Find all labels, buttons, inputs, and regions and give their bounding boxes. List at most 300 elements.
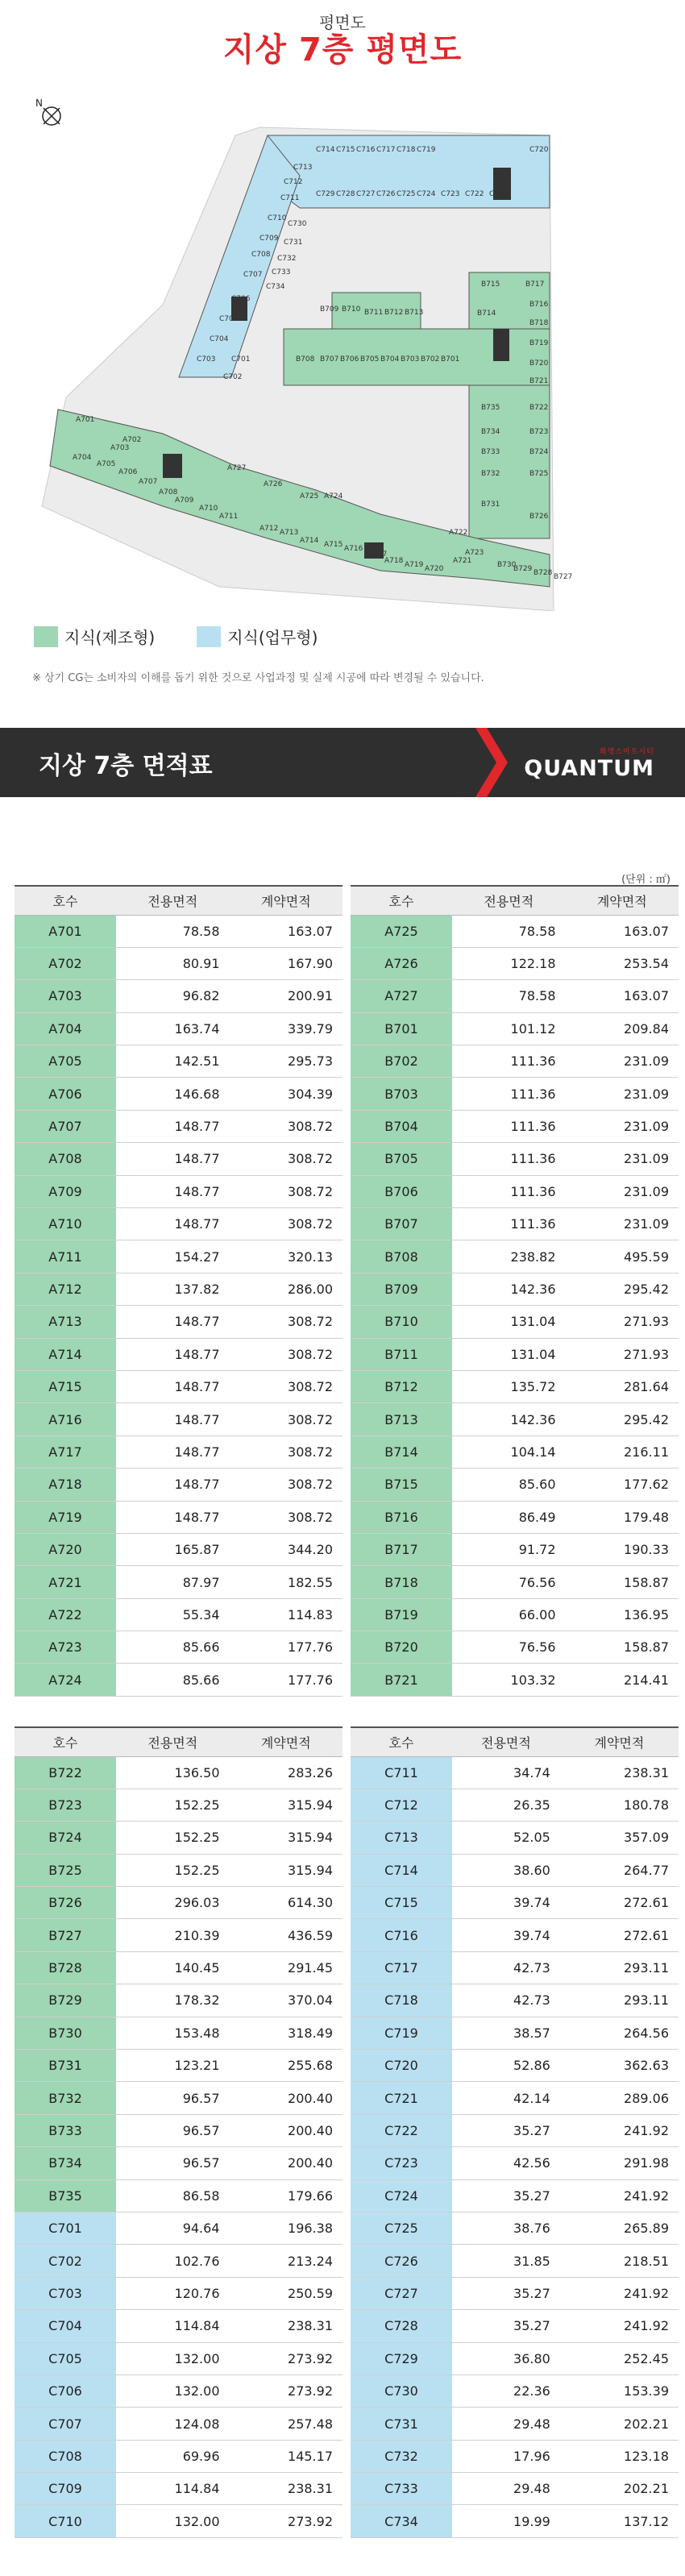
column-header: 계약면적 [566, 886, 679, 915]
exclusive-area-cell: 148.77 [116, 1435, 230, 1468]
contract-area-cell: 241.92 [560, 2277, 679, 2309]
table-row [351, 915, 679, 947]
plan-unit-label: A701 [76, 416, 95, 424]
table-row [351, 1756, 679, 1789]
plan-unit-label: B705 [360, 355, 380, 364]
unit-number-cell: C707 [15, 2408, 116, 2440]
plan-unit-label: A713 [280, 529, 299, 537]
contract-area-cell: 264.56 [560, 2017, 679, 2049]
table-row [351, 1338, 679, 1370]
plan-unit-label: B728 [533, 569, 553, 577]
exclusive-area-cell: 148.77 [116, 1175, 230, 1207]
plan-unit-label: A707 [139, 478, 158, 486]
exclusive-area-cell: 52.05 [452, 1822, 560, 1854]
plan-unit-label: B711 [364, 309, 384, 317]
unit-number-cell: A727 [351, 980, 452, 1012]
exclusive-area-cell: 137.82 [116, 1273, 230, 1305]
unit-number-cell: C708 [15, 2440, 116, 2472]
unit-number-cell: A722 [15, 1598, 116, 1631]
contract-area-cell: 308.72 [230, 1306, 343, 1338]
exclusive-area-cell: 85.60 [452, 1469, 566, 1501]
exclusive-area-cell: 22.36 [452, 2374, 560, 2407]
unit-number-cell: B717 [351, 1533, 452, 1565]
exclusive-area-cell: 136.50 [116, 1756, 230, 1789]
plan-unit-label: B710 [342, 305, 361, 314]
unit-number-cell: B734 [15, 2147, 116, 2179]
contract-area-cell: 291.45 [230, 1951, 343, 1984]
unit-number-cell: C719 [351, 2017, 452, 2049]
contract-area-cell: 179.48 [566, 1501, 679, 1533]
exclusive-area-cell: 135.72 [452, 1370, 566, 1402]
plan-unit-label: A714 [300, 537, 319, 545]
table-row [351, 2212, 679, 2244]
table-row [351, 1631, 679, 1664]
plan-unit-label: A706 [118, 468, 138, 476]
table-row [351, 1143, 679, 1175]
exclusive-area-cell: 131.04 [452, 1306, 566, 1338]
plan-unit-label: C702 [223, 373, 243, 381]
unit-number-cell: A723 [15, 1631, 116, 1664]
contract-area-cell: 241.92 [560, 2310, 679, 2342]
exclusive-area-cell: 94.64 [116, 2212, 230, 2244]
exclusive-area-cell: 153.48 [116, 2017, 230, 2049]
exclusive-area-cell: 35.27 [452, 2310, 560, 2342]
unit-number-cell: A709 [15, 1175, 116, 1207]
area-table-3 [15, 1726, 342, 2538]
table-row [351, 1435, 679, 1468]
exclusive-area-cell: 140.45 [116, 1951, 230, 1984]
table-row [351, 1789, 679, 1821]
table-row [15, 2277, 342, 2309]
plan-unit-label: B707 [320, 355, 339, 364]
plan-unit-label: C706 [231, 295, 251, 303]
exclusive-area-cell: 165.87 [116, 1533, 230, 1565]
unit-number-cell: B719 [351, 1598, 452, 1631]
contract-area-cell: 123.18 [560, 2440, 679, 2472]
exclusive-area-cell: 42.73 [452, 1951, 560, 1984]
contract-area-cell: 357.09 [560, 1822, 679, 1854]
contract-area-cell: 218.51 [560, 2245, 679, 2277]
contract-area-cell: 308.72 [230, 1469, 343, 1501]
unit-number-cell: C714 [351, 1854, 452, 1886]
contract-area-cell: 137.12 [560, 2505, 679, 2537]
plan-unit-label: A710 [199, 505, 218, 513]
exclusive-area-cell: 39.74 [452, 1919, 560, 1951]
contract-area-cell: 200.40 [230, 2114, 343, 2146]
contract-area-cell: 200.40 [230, 2082, 343, 2114]
table-row [15, 1078, 342, 1110]
contract-area-cell: 495.59 [566, 1240, 679, 1273]
exclusive-area-cell: 66.00 [452, 1598, 566, 1631]
contract-area-cell: 231.09 [566, 1110, 679, 1142]
plan-unit-label: C717 [376, 146, 396, 154]
table-row [351, 1501, 679, 1533]
legend-office [197, 625, 318, 648]
plan-unit-label: C723 [441, 190, 460, 198]
plan-unit-label: B729 [513, 565, 533, 573]
contract-area-cell: 214.41 [566, 1664, 679, 1696]
table-row [351, 2114, 679, 2146]
table-row [15, 2212, 342, 2244]
column-header: 전용면적 [452, 1727, 560, 1756]
contract-area-cell: 253.54 [566, 947, 679, 979]
plan-unit-label: A721 [453, 557, 472, 565]
column-header: 전용면적 [116, 1727, 230, 1756]
plan-unit-label: C727 [356, 190, 376, 198]
plan-unit-label: C710 [268, 214, 287, 222]
contract-area-cell: 190.33 [566, 1533, 679, 1565]
table-row [351, 980, 679, 1012]
legend-swatch-manufacturing [34, 626, 58, 647]
unit-number-cell: C702 [15, 2245, 116, 2277]
plan-unit-label: A702 [122, 436, 142, 444]
unit-number-cell: A717 [15, 1435, 116, 1468]
exclusive-area-cell: 87.97 [116, 1566, 230, 1598]
table-row [351, 2342, 679, 2374]
contract-area-cell: 318.49 [230, 2017, 343, 2049]
plan-unit-label: C734 [266, 283, 285, 291]
unit-number-cell: A705 [15, 1045, 116, 1078]
plan-unit-label: B708 [296, 355, 315, 364]
contract-area-cell: 250.59 [230, 2277, 343, 2309]
exclusive-area-cell: 152.25 [116, 1789, 230, 1821]
contract-area-cell: 238.31 [230, 2473, 343, 2505]
contract-area-cell: 308.72 [230, 1403, 343, 1435]
contract-area-cell: 158.87 [566, 1631, 679, 1664]
area-table-4 [351, 1726, 679, 2538]
table-row [351, 2374, 679, 2407]
unit-number-cell: B732 [15, 2082, 116, 2114]
exclusive-area-cell: 55.34 [116, 1598, 230, 1631]
table-row [15, 980, 342, 1012]
exclusive-area-cell: 91.72 [452, 1533, 566, 1565]
unit-number-cell: B735 [15, 2179, 116, 2212]
unit-number-cell: C709 [15, 2473, 116, 2505]
table-row [351, 1951, 679, 1984]
contract-area-cell: 114.83 [230, 1598, 343, 1631]
unit-number-cell: B706 [351, 1175, 452, 1207]
table-row [15, 2440, 342, 2472]
unit-number-cell: A712 [15, 1273, 116, 1305]
unit-number-cell: C715 [351, 1887, 452, 1919]
table-row [351, 1306, 679, 1338]
contract-area-cell: 231.09 [566, 1143, 679, 1175]
exclusive-area-cell: 114.84 [116, 2310, 230, 2342]
contract-area-cell: 293.11 [560, 1951, 679, 1984]
exclusive-area-cell: 111.36 [452, 1143, 566, 1175]
table-header-row [351, 1727, 679, 1756]
exclusive-area-cell: 146.68 [116, 1078, 230, 1110]
table-row [351, 1370, 679, 1402]
exclusive-area-cell: 38.57 [452, 2017, 560, 2049]
unit-number-cell: C711 [351, 1756, 452, 1789]
plan-unit-label: A720 [425, 565, 444, 573]
exclusive-area-cell: 163.74 [116, 1012, 230, 1045]
table-row [15, 1789, 342, 1821]
exclusive-area-cell: 238.82 [452, 1240, 566, 1273]
unit-number-cell: B715 [351, 1469, 452, 1501]
contract-area-cell: 196.38 [230, 2212, 343, 2244]
exclusive-area-cell: 120.76 [116, 2277, 230, 2309]
legend-swatch-office [197, 626, 221, 647]
table-row [351, 1664, 679, 1696]
unit-number-cell: A701 [15, 915, 116, 947]
contract-area-cell: 436.59 [230, 1919, 343, 1951]
exclusive-area-cell: 132.00 [116, 2374, 230, 2407]
brand-subtitle: 화명스마트시티 [600, 748, 654, 756]
table-row [15, 1012, 342, 1045]
exclusive-area-cell: 35.27 [452, 2114, 560, 2146]
unit-number-cell: B708 [351, 1240, 452, 1273]
contract-area-cell: 202.21 [560, 2408, 679, 2440]
plan-unit-label: C733 [272, 268, 291, 276]
exclusive-area-cell: 142.51 [116, 1045, 230, 1078]
unit-number-cell: A715 [15, 1370, 116, 1402]
table-row [351, 1533, 679, 1565]
exclusive-area-cell: 210.39 [116, 1919, 230, 1951]
exclusive-area-cell: 104.14 [452, 1435, 566, 1468]
contract-area-cell: 231.09 [566, 1175, 679, 1207]
unit-number-cell: A725 [351, 915, 452, 947]
unit-number-cell: C718 [351, 1984, 452, 2017]
unit-number-cell: C734 [351, 2505, 452, 2537]
plan-unit-label: C715 [336, 146, 355, 154]
table-row [15, 2050, 342, 2082]
contract-area-cell: 209.84 [566, 1012, 679, 1045]
exclusive-area-cell: 148.77 [116, 1338, 230, 1370]
table-row [15, 1175, 342, 1207]
unit-number-cell: B716 [351, 1501, 452, 1533]
contract-area-cell: 315.94 [230, 1789, 343, 1821]
plan-unit-label: B734 [481, 428, 500, 436]
unit-number-cell: C725 [351, 2212, 452, 2244]
unit-number-cell: B713 [351, 1403, 452, 1435]
table-row [351, 947, 679, 979]
plan-unit-label: C720 [529, 146, 549, 154]
table-header-row [15, 1727, 342, 1756]
table-row [15, 1110, 342, 1142]
plan-unit-label: B712 [384, 309, 404, 317]
unit-number-cell: C705 [15, 2342, 116, 2374]
unit-number-cell: A702 [15, 947, 116, 979]
contract-area-cell: 286.00 [230, 1273, 343, 1305]
table-row [351, 2245, 679, 2277]
contract-area-cell: 213.24 [230, 2245, 343, 2277]
table-row [351, 2310, 679, 2342]
unit-number-cell: B726 [15, 1887, 116, 1919]
exclusive-area-cell: 142.36 [452, 1403, 566, 1435]
legend-manufacturing [34, 625, 155, 648]
table-row [351, 1919, 679, 1951]
unit-number-cell: A708 [15, 1143, 116, 1175]
contract-area-cell: 281.64 [566, 1370, 679, 1402]
plan-unit-label: A726 [264, 480, 283, 488]
exclusive-area-cell: 96.57 [116, 2147, 230, 2179]
contract-area-cell: 271.93 [566, 1338, 679, 1370]
unit-number-cell: B707 [351, 1208, 452, 1240]
contract-area-cell: 293.11 [560, 1984, 679, 2017]
plan-unit-label: B732 [481, 470, 500, 478]
area-table-2 [351, 885, 679, 1697]
unit-number-cell: A726 [351, 947, 452, 979]
table-row [15, 1951, 342, 1984]
contract-area-cell: 289.06 [560, 2082, 679, 2114]
disclaimer-note: ※ 상기 CG는 소비자의 이해를 돕기 위한 것으로 사업과정 및 실제 시공에 따라 변경될 수 있습니다. [32, 672, 484, 684]
contract-area-cell: 272.61 [560, 1887, 679, 1919]
table-row [351, 1240, 679, 1273]
plan-unit-label: B713 [405, 309, 424, 317]
plan-unit-label: C732 [277, 255, 297, 263]
unit-number-cell: B712 [351, 1370, 452, 1402]
exclusive-area-cell: 31.85 [452, 2245, 560, 2277]
exclusive-area-cell: 85.66 [116, 1631, 230, 1664]
contract-area-cell: 614.30 [230, 1887, 343, 1919]
exclusive-area-cell: 78.58 [452, 980, 566, 1012]
exclusive-area-cell: 76.56 [452, 1631, 566, 1664]
table-row [15, 2082, 342, 2114]
exclusive-area-cell: 86.49 [452, 1501, 566, 1533]
plan-unit-label: A705 [97, 460, 116, 468]
plan-unit-label: C726 [376, 190, 396, 198]
contract-area-cell: 255.68 [230, 2050, 343, 2082]
table-row [15, 1664, 342, 1696]
column-header: 전용면적 [452, 886, 566, 915]
contract-area-cell: 200.40 [230, 2147, 343, 2179]
contract-area-cell: 241.92 [560, 2114, 679, 2146]
unit-number-cell: C722 [351, 2114, 452, 2146]
contract-area-cell: 177.62 [566, 1469, 679, 1501]
contract-area-cell: 200.91 [230, 980, 343, 1012]
table-row [15, 1566, 342, 1598]
unit-number-cell: B733 [15, 2114, 116, 2146]
unit-number-cell: C724 [351, 2179, 452, 2212]
table-header-row [351, 886, 679, 915]
exclusive-area-cell: 103.32 [452, 1664, 566, 1696]
plan-unit-label: C712 [284, 178, 303, 186]
exclusive-area-cell: 148.77 [116, 1306, 230, 1338]
plan-unit-label: B715 [481, 280, 500, 289]
table-row [15, 1984, 342, 2017]
column-header: 호수 [15, 886, 116, 915]
unit-number-cell: B725 [15, 1854, 116, 1886]
plan-unit-label: B725 [529, 470, 549, 478]
unit-number-cell: C716 [351, 1919, 452, 1951]
unit-number-cell: C701 [15, 2212, 116, 2244]
contract-area-cell: 370.04 [230, 1984, 343, 2017]
exclusive-area-cell: 154.27 [116, 1240, 230, 1273]
plan-unit-label: C709 [259, 235, 279, 243]
unit-number-cell: B705 [351, 1143, 452, 1175]
plan-unit-label: A719 [405, 561, 424, 569]
plan-unit-label: B709 [320, 305, 339, 314]
unit-number-cell: B702 [351, 1045, 452, 1078]
table-row [351, 2179, 679, 2212]
plan-unit-label: C729 [316, 190, 335, 198]
exclusive-area-cell: 76.56 [452, 1566, 566, 1598]
plan-unit-label: C730 [288, 220, 307, 228]
exclusive-area-cell: 152.25 [116, 1854, 230, 1886]
plan-unit-label: C708 [251, 251, 271, 259]
plan-unit-label: A723 [465, 549, 484, 557]
contract-area-cell: 272.61 [560, 1919, 679, 1951]
exclusive-area-cell: 296.03 [116, 1887, 230, 1919]
exclusive-area-cell: 38.76 [452, 2212, 560, 2244]
exclusive-area-cell: 123.21 [116, 2050, 230, 2082]
exclusive-area-cell: 69.96 [116, 2440, 230, 2472]
contract-area-cell: 177.76 [230, 1631, 343, 1664]
unit-number-cell: C731 [351, 2408, 452, 2440]
table-row [15, 2114, 342, 2146]
table-row [15, 2179, 342, 2212]
area-table-banner [0, 728, 685, 797]
unit-number-cell: C726 [351, 2245, 452, 2277]
plan-unit-label: C714 [316, 146, 335, 154]
table-row [351, 1822, 679, 1854]
contract-area-cell: 252.45 [560, 2342, 679, 2374]
plan-unit-label: A727 [227, 464, 247, 472]
unit-number-cell: B728 [15, 1951, 116, 1984]
table-row [351, 1045, 679, 1078]
contract-area-cell: 308.72 [230, 1208, 343, 1240]
plan-unit-label: A724 [324, 492, 343, 501]
contract-area-cell: 231.09 [566, 1208, 679, 1240]
exclusive-area-cell: 52.86 [452, 2050, 560, 2082]
column-header: 계약면적 [560, 1727, 679, 1756]
exclusive-area-cell: 111.36 [452, 1208, 566, 1240]
exclusive-area-cell: 34.74 [452, 1756, 560, 1789]
contract-area-cell: 167.90 [230, 947, 343, 979]
exclusive-area-cell: 148.77 [116, 1143, 230, 1175]
plan-unit-label: B702 [421, 355, 440, 364]
table-row [351, 1175, 679, 1207]
exclusive-area-cell: 35.27 [452, 2179, 560, 2212]
contract-area-cell: 271.93 [566, 1306, 679, 1338]
unit-number-cell: A714 [15, 1338, 116, 1370]
plan-unit-label: B718 [529, 319, 549, 327]
unit-number-cell: A713 [15, 1306, 116, 1338]
plan-unit-label: A715 [324, 541, 343, 549]
area-table-1 [15, 885, 342, 1697]
legend-label: 지식(업무형) [227, 628, 318, 647]
exclusive-area-cell: 132.00 [116, 2505, 230, 2537]
exclusive-area-cell: 101.12 [452, 1012, 566, 1045]
unit-number-cell: B731 [15, 2050, 116, 2082]
page-title: 지상 7층 평면도 [222, 31, 463, 69]
table-row [351, 1208, 679, 1240]
plan-unit-label: B724 [529, 448, 549, 456]
unit-number-cell: B704 [351, 1110, 452, 1142]
compass-label: N [35, 98, 43, 109]
exclusive-area-cell: 152.25 [116, 1822, 230, 1854]
contract-area-cell: 158.87 [566, 1566, 679, 1598]
table-row [351, 1273, 679, 1305]
contract-area-cell: 231.09 [566, 1078, 679, 1110]
column-header: 전용면적 [116, 886, 230, 915]
unit-number-cell: B701 [351, 1012, 452, 1045]
table-row [15, 1631, 342, 1664]
contract-area-cell: 362.63 [560, 2050, 679, 2082]
table-row [15, 1854, 342, 1886]
unit-number-cell: C713 [351, 1822, 452, 1854]
contract-area-cell: 177.76 [230, 1664, 343, 1696]
exclusive-area-cell: 178.32 [116, 1984, 230, 2017]
table-row [351, 2277, 679, 2309]
column-header: 호수 [351, 1727, 452, 1756]
exclusive-area-cell: 42.14 [452, 2082, 560, 2114]
exclusive-area-cell: 124.08 [116, 2408, 230, 2440]
contract-area-cell: 308.72 [230, 1435, 343, 1468]
unit-number-cell: C703 [15, 2277, 116, 2309]
